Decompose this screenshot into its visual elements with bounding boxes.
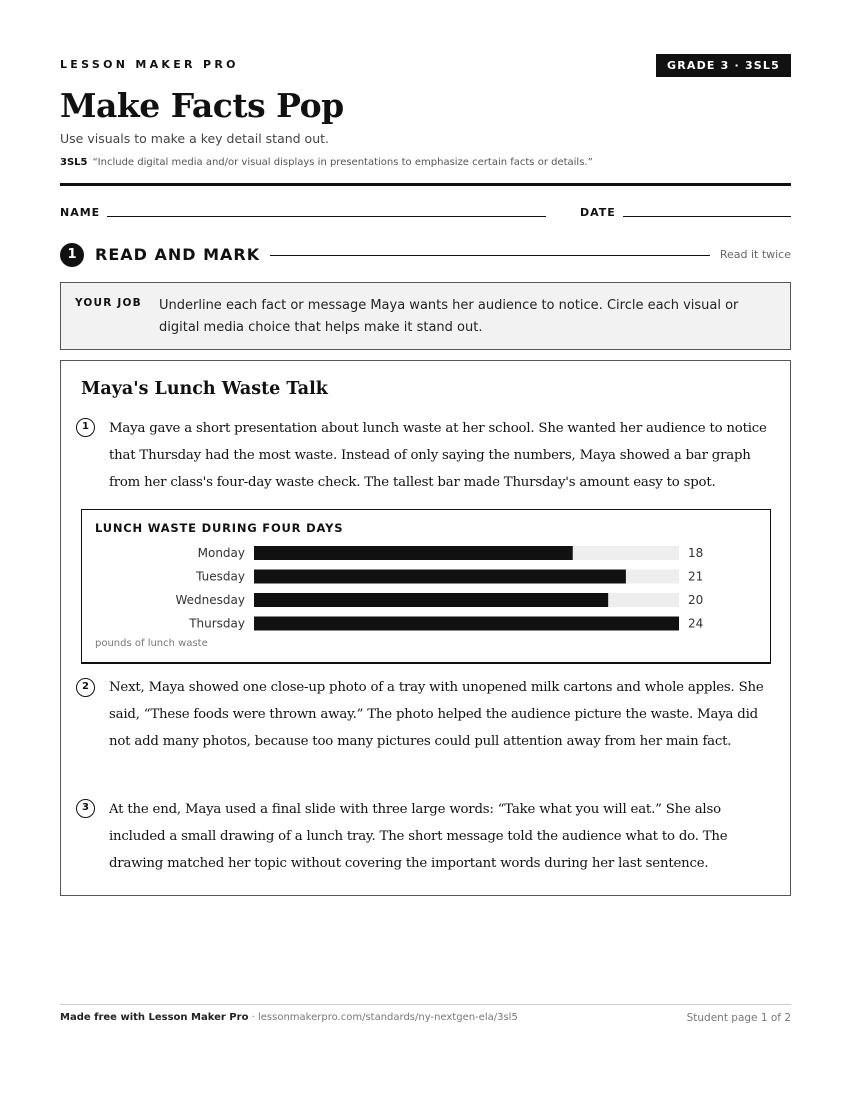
chart-title: LUNCH WASTE DURING FOUR DAYS	[95, 521, 344, 535]
footer-made-with: Made free with Lesson Maker Pro	[60, 1012, 249, 1023]
page-title: Make Facts Pop	[60, 86, 344, 125]
paragraph-1[interactable]: Maya gave a short presentation about lunch waste at her school. She wanted her audience to notice that Thursday had the most waste. Instead of only saying the numbers, Maya showed a bar graph from her class's four-day waste check. The tallest bar made Thursday's amount easy to spot.	[109, 421, 767, 491]
name-label: NAME	[60, 206, 101, 219]
footer-page-label: Student page 1 of 2	[686, 1012, 791, 1024]
name-field[interactable]	[107, 216, 546, 217]
paragraph-number-3: 3	[76, 799, 95, 818]
section-rule	[270, 255, 710, 256]
paragraph-number-1: 1	[76, 418, 95, 437]
page-subtitle: Use visuals to make a key detail stand out.	[60, 131, 330, 146]
bar-tuesday	[254, 570, 626, 584]
standard-text: “Include digital media and/or visual displays in presentations to emphasize certain facts or details.”	[92, 157, 593, 168]
date-field[interactable]	[623, 216, 791, 217]
chart-units-label: pounds of lunch waste	[95, 638, 208, 649]
bar-thursday	[254, 617, 679, 631]
paragraph-number-2: 2	[76, 678, 95, 697]
section-number: 1	[60, 243, 84, 267]
bar-value-tuesday: 21	[688, 569, 704, 584]
footer-separator: ·	[248, 1012, 258, 1023]
grade-badge: GRADE 3 · 3SL5	[656, 54, 791, 77]
footer-credit	[60, 1012, 518, 1023]
waste-bar-chart	[81, 509, 771, 664]
paragraph-2[interactable]: Next, Maya showed one close-up photo of a tray with unopened milk cartons and whole apples. She said, “These foods were thrown away.” The photo helped the audience picture the waste. Maya did not add many photos, because too many pictures could pull attention away from her main fact.	[109, 680, 764, 750]
bar-wednesday	[254, 593, 608, 607]
story-box	[60, 360, 791, 896]
section-note: Read it twice	[719, 248, 791, 261]
date-label: DATE	[580, 206, 616, 219]
footer-url[interactable]: lessonmakerpro.com/standards/ny-nextgen-ela/3sl5	[257, 1012, 518, 1023]
bar-monday	[254, 546, 573, 560]
header-divider	[60, 183, 791, 186]
bar-value-thursday: 24	[688, 616, 704, 631]
worksheet-page	[60, 0, 791, 1100]
story-title: Maya's Lunch Waste Talk	[81, 379, 328, 399]
your-job-box	[60, 282, 791, 350]
bar-label-tuesday: Tuesday	[196, 569, 245, 584]
bar-value-wednesday: 20	[688, 593, 704, 607]
bar-value-monday: 18	[688, 546, 704, 560]
footer-divider	[60, 1004, 791, 1005]
your-job-label: YOUR JOB	[75, 297, 142, 309]
standard-line	[60, 157, 593, 168]
bar-label-monday: Monday	[197, 546, 245, 560]
your-job-text: Underline each fact or message Maya wants her audience to notice. Circle each visual or digital media choice that helps make it stand out.	[159, 298, 739, 335]
bar-label-thursday: Thursday	[189, 616, 245, 631]
standard-code: 3SL5	[60, 157, 88, 168]
bar-label-wednesday: Wednesday	[175, 593, 245, 607]
brand-name: LESSON MAKER PRO	[60, 58, 239, 71]
paragraph-3[interactable]: At the end, Maya used a final slide with three large words: “Take what you will eat.” She also included a small drawing of a lunch tray. The short message told the audience what to do. The drawing matched her topic without covering the important words during her last sentence.	[109, 802, 728, 872]
section-title: READ AND MARK	[95, 245, 261, 264]
